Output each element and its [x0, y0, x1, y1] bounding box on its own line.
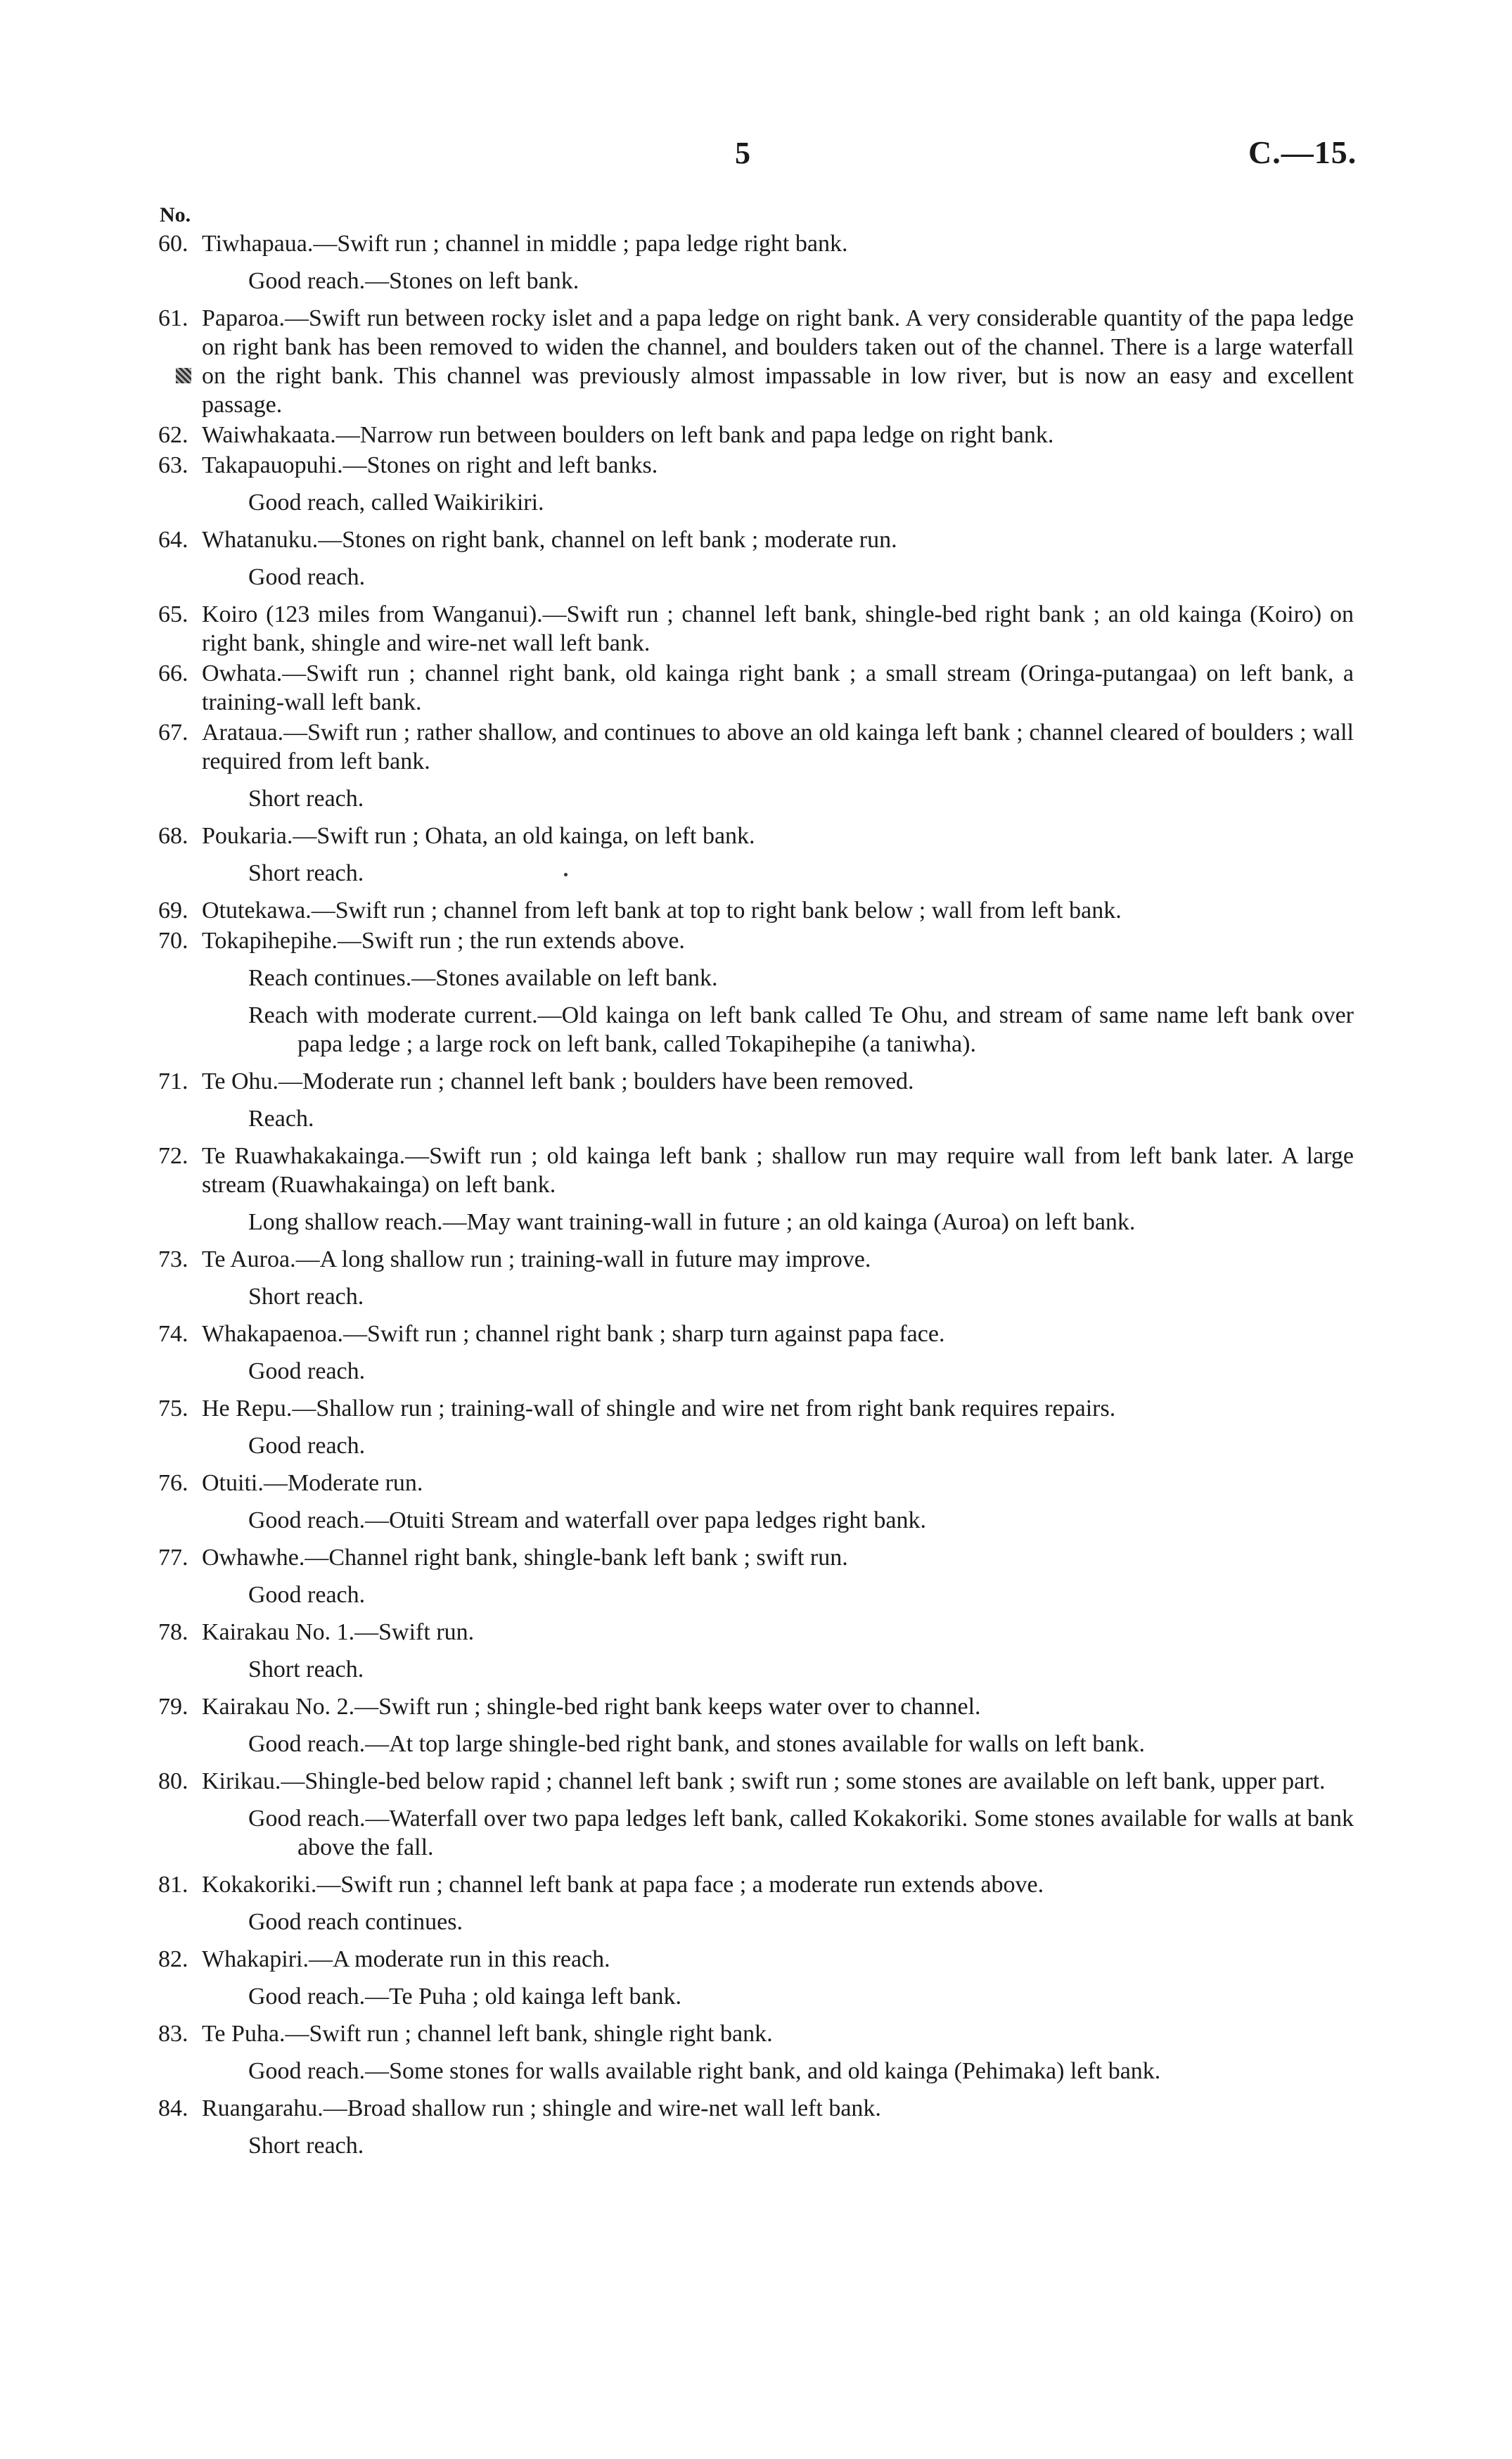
document-body [158, 204, 1354, 2169]
entry-text: Kirikau.—Shingle-bed below rapid ; channel left bank ; swift run ; some stones are available on left bank, upper part. [202, 1768, 1326, 1794]
entry-number: 68. [158, 823, 188, 849]
entry-text: Waiwhakaata.—Narrow run between boulders on left bank and papa ledge on right bank. [202, 422, 1054, 448]
entry-number: 61. [158, 305, 188, 331]
entry-text: He Repu.—Shallow run ; training-wall of shingle and wire net from right bank requires repairs. [202, 1395, 1116, 1422]
entry-text: Te Ohu.—Moderate run ; channel left bank ; boulders have been removed. [202, 1068, 914, 1094]
entry-text: Whakapaenoa.—Swift run ; channel right bank ; sharp turn against papa face. [202, 1321, 945, 1347]
entry-list [158, 229, 1354, 2160]
entry-text: Kokakoriki.—Swift run ; channel left bank at papa face ; a moderate run extends above. [202, 1872, 1044, 1898]
reach-note: Good reach. [248, 564, 366, 590]
entry-row [158, 1245, 1354, 1274]
entry-row [158, 926, 1354, 955]
reach-note: Short reach. [248, 860, 364, 886]
entry-number: 83. [158, 2021, 188, 2047]
entry-row [158, 1692, 1354, 1721]
entry-text: Whatanuku.—Stones on right bank, channel on left bank ; moderate run. [202, 527, 897, 553]
entry-text: Whakapiri.—A moderate run in this reach. [202, 1946, 610, 1972]
entry-number: 79. [158, 1694, 188, 1720]
entry-text: Kairakau No. 1.—Swift run. [202, 1619, 475, 1645]
entry-row [158, 1067, 1354, 1096]
entry-number: 82. [158, 1946, 188, 1972]
entry-row [158, 229, 1354, 258]
entry-text: Takapauopuhi.—Stones on right and left banks. [202, 452, 658, 478]
reach-note: Good reach. [248, 1433, 366, 1459]
reach-note: Good reach.—Some stones for walls available right bank, and old kainga (Pehimaka) left bank. [248, 2058, 1161, 2084]
reach-note: Short reach. [248, 2133, 364, 2159]
entry-number: 64. [158, 527, 188, 553]
entry-number: 70. [158, 928, 188, 954]
entry-text: Owhata.—Swift run ; channel right bank, old kainga right bank ; a small stream (Oringa-putangaa) on left bank, a training-wall left bank. [202, 660, 1354, 715]
entry-row [158, 1870, 1354, 1899]
entry-text: Otutekawa.—Swift run ; channel from left bank at top to right bank below ; wall from left bank. [202, 898, 1122, 924]
entry-number: 62. [158, 422, 188, 448]
reach-note: Reach continues.—Stones available on left bank. [248, 965, 718, 991]
entry-row [158, 1945, 1354, 1974]
entry-text: Tokapihepihe.—Swift run ; the run extends above. [202, 928, 685, 954]
entry-row [158, 1394, 1354, 1423]
entry-row [158, 525, 1354, 554]
entry-text: Te Auroa.—A long shallow run ; training-wall in future may improve. [202, 1246, 871, 1272]
document-code: C.—15. [1248, 134, 1357, 170]
reach-note: Good reach, called Waikirikiri. [248, 490, 544, 516]
number-column-label: No. [160, 203, 191, 226]
entry-text: Kairakau No. 2.—Swift run ; shingle-bed right bank keeps water over to channel. [202, 1694, 981, 1720]
entry-text: Tiwhapaua.—Swift run ; channel in middle ; papa ledge right bank. [202, 231, 848, 257]
reach-note: Good reach. [248, 1358, 366, 1384]
entry-number: 65. [158, 601, 188, 627]
entry-row [158, 1469, 1354, 1497]
reach-note: Good reach. [248, 1582, 366, 1608]
entry-row [158, 451, 1354, 480]
entry-text: Te Puha.—Swift run ; channel left bank, shingle right bank. [202, 2021, 773, 2047]
entry-row [158, 1320, 1354, 1348]
entry-row [158, 2019, 1354, 2048]
entry-text: Arataua.—Swift run ; rather shallow, and continues to above an old kainga left bank ; channel cleared of boulders ; wall required from left bank. [202, 720, 1354, 774]
entry-text: Otuiti.—Moderate run. [202, 1470, 423, 1496]
entry-number: 84. [158, 2095, 188, 2121]
page-number: 5 [735, 136, 750, 170]
reach-note: Good reach.—At top large shingle-bed right bank, and stones available for walls on left bank. [248, 1731, 1145, 1757]
entry-number: 67. [158, 720, 188, 746]
entry-text: Poukaria.—Swift run ; Ohata, an old kainga, on left bank. [202, 823, 755, 849]
entry-number: 78. [158, 1619, 188, 1645]
reach-note: Reach with moderate current.—Old kainga on left bank called Te Ohu, and stream of same name left bank over papa ledge ; a large rock on left bank, called Tokapihepihe (a taniwha). [248, 1002, 1354, 1057]
entry-row [158, 1142, 1354, 1199]
entry-number: 69. [158, 898, 188, 924]
entry-row [158, 1767, 1354, 1796]
entry-row [158, 659, 1354, 717]
entry-number: 81. [158, 1872, 188, 1898]
reach-note: Good reach.—Otuiti Stream and waterfall over papa ledges right bank. [248, 1507, 926, 1533]
reach-note: Short reach. [248, 786, 364, 812]
entry-row [158, 600, 1354, 658]
reach-note: Good reach.—Stones on left bank. [248, 268, 579, 294]
reach-note: Short reach. [248, 1284, 364, 1310]
entry-number: 72. [158, 1143, 188, 1169]
reach-note: Long shallow reach.—May want training-wall in future ; an old kainga (Auroa) on left bank. [248, 1209, 1136, 1235]
reach-note: Short reach. [248, 1656, 364, 1682]
entry-text: Paparoa.—Swift run between rocky islet and a papa ledge on right bank. A very considerable quantity of the papa ledge on right bank has been removed to widen the channel, and boulders taken out of the channel. There is a large waterfall on the right bank. This channel was previously almost impassable in low river, but is now an easy and excellent passage. [202, 305, 1354, 418]
entry-text: Te Ruawhakakainga.—Swift run ; old kainga left bank ; shallow run may require wall from left bank later. A large stream (Ruawhakainga) on left bank. [202, 1143, 1354, 1198]
reach-note: Reach. [248, 1106, 314, 1132]
entry-number: 60. [158, 231, 188, 257]
reach-note: Good reach.—Te Puha ; old kainga left bank. [248, 1984, 682, 2010]
entry-number: 63. [158, 452, 188, 478]
entry-row [158, 1618, 1354, 1647]
entry-text: Koiro (123 miles from Wanganui).—Swift run ; channel left bank, shingle-bed right bank ; an old kainga (Koiro) on right bank, shingle and wire-net wall left bank. [202, 601, 1354, 656]
entry-number: 73. [158, 1246, 188, 1272]
entry-number: 66. [158, 660, 188, 686]
reach-note: Good reach.—Waterfall over two papa ledges left bank, called Kokakoriki. Some stones available for walls at bank above the fall. [248, 1806, 1354, 1860]
entry-number: 71. [158, 1068, 188, 1094]
entry-row [158, 304, 1354, 419]
entry-row [158, 896, 1354, 925]
entry-number: 76. [158, 1470, 188, 1496]
entry-text: Ruangarahu.—Broad shallow run ; shingle and wire-net wall left bank. [202, 2095, 881, 2121]
entry-row [158, 2094, 1354, 2123]
entry-number: 75. [158, 1395, 188, 1422]
entry-number: 80. [158, 1768, 188, 1794]
entry-row [158, 822, 1354, 850]
entry-row [158, 1543, 1354, 1572]
entry-number: 77. [158, 1545, 188, 1571]
reach-note: Good reach continues. [248, 1909, 463, 1935]
entry-number: 74. [158, 1321, 188, 1347]
entry-text: Owhawhe.—Channel right bank, shingle-bank left bank ; swift run. [202, 1545, 848, 1571]
entry-row [158, 421, 1354, 449]
entry-row [158, 718, 1354, 776]
